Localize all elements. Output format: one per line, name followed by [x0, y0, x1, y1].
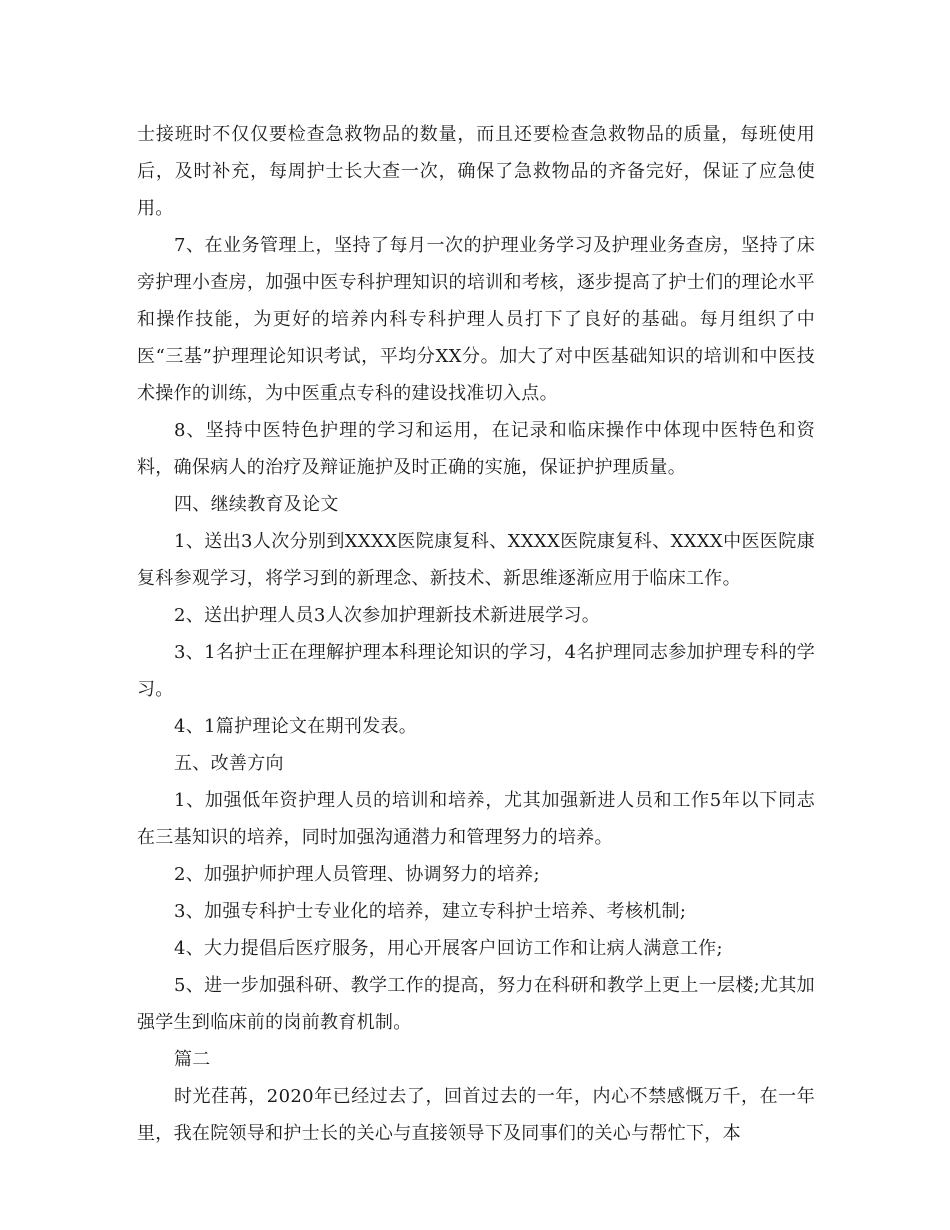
paragraph-education-1: 1、送出3人次分别到XXXX医院康复科、XXXX医院康复科、XXXX中医医院康复科参观学习，将学习到的新理念、新技术、新思维逐渐应用于临床工作。 [137, 531, 815, 589]
paragraph-education-4: 4、1篇护理论文在期刊发表。 [174, 716, 418, 737]
paragraph-item-7: 7、在业务管理上，坚持了每月一次的护理业务学习及护理业务查房，坚持了床旁护理小查房，加强中医专科护理知识的培训和考核，逐步提高了护士们的理论水平和操作技能，为更好的培养内科专科护理人员打下了良好的基础。每月组织了中医“三基”护理理论知识考试，平均分XX分。加大了对中医基础知识的培训和中医技术操作的训练，为中医重点专科的建设找准切入点。 [137, 235, 815, 404]
section-heading-improvement: 五、改善方向 [174, 753, 284, 774]
document-body [137, 116, 815, 1152]
paragraph-improvement-5: 5、进一步加强科研、教学工作的提高，努力在科研和教学上更上一层楼;尤其加强学生到临床前的岗前教育机制。 [137, 975, 815, 1033]
paragraph-improvement-4: 4、大力提倡后医疗服务，用心开展客户回访工作和让病人满意工作; [174, 938, 723, 959]
paragraph-education-3: 3、1名护士正在理解护理本科理论知识的学习，4名护理同志参加护理专科的学习。 [137, 642, 815, 700]
paragraph-part-two-intro: 时光荏苒，2020年已经过去了，回首过去的一年，内心不禁感慨万千，在一年里，我在院领导和护士长的关心与直接领导下及同事们的关心与帮忙下，本 [137, 1086, 815, 1144]
paragraph-education-2: 2、送出护理人员3人次参加护理新技术新进展学习。 [174, 605, 601, 626]
paragraph-improvement-1: 1、加强低年资护理人员的培训和培养，尤其加强新进人员和工作5年以下同志在三基知识的培养，同时加强沟通潜力和管理努力的培养。 [137, 790, 815, 848]
section-heading-continuing-education: 四、继续教育及论文 [174, 494, 339, 515]
section-heading-part-two: 篇二 [174, 1049, 211, 1070]
paragraph-item-8: 8、坚持中医特色护理的学习和运用，在记录和临床操作中体现中医特色和资料，确保病人的治疗及辩证施护及时正确的实施，保证护护理质量。 [137, 420, 815, 478]
paragraph-improvement-3: 3、加强专科护士专业化的培养，建立专科护士培养、考核机制; [174, 901, 687, 922]
paragraph-continued-text: 士接班时不仅仅要检查急救物品的数量，而且还要检查急救物品的质量，每班使用后，及时补充，每周护士长大查一次，确保了急救物品的齐备完好，保证了应急使用。 [137, 124, 815, 219]
paragraph-improvement-2: 2、加强护师护理人员管理、协调努力的培养; [174, 864, 540, 885]
